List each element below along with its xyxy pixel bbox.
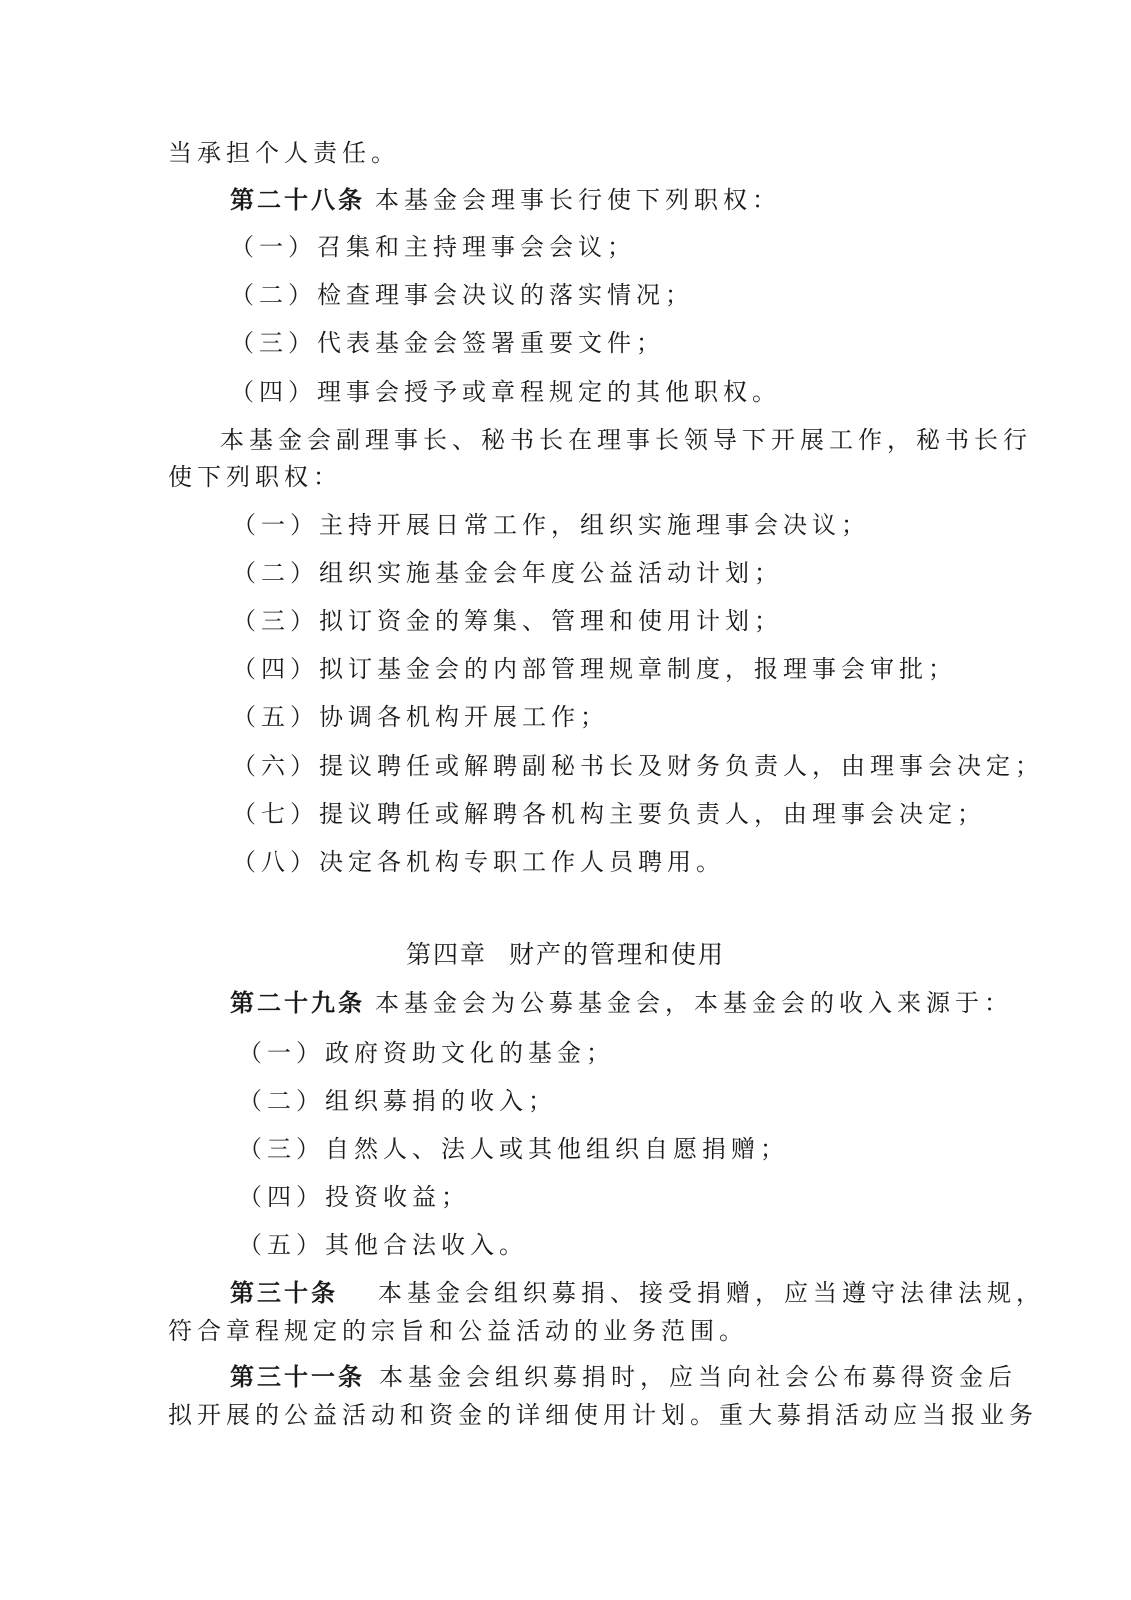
paragraph-line: 当承担个人责任。 bbox=[168, 139, 400, 167]
article-29 bbox=[230, 988, 1013, 1018]
article-label: 第三十一条 bbox=[230, 1363, 365, 1391]
list-item: （二）检查理事会决议的落实情况； bbox=[230, 281, 694, 309]
article-label: 第二十八条 bbox=[230, 186, 365, 214]
list-item: （四）理事会授予或章程规定的其他职权。 bbox=[230, 378, 781, 406]
list-item: （七）提议聘任或解聘各机构主要负责人，由理事会决定； bbox=[232, 800, 986, 828]
article-text: 本基金会理事长行使下列职权： bbox=[375, 186, 781, 214]
article-label: 第三十条 bbox=[230, 1279, 338, 1307]
list-item: （六）提议聘任或解聘副秘书长及财务负责人，由理事会决定； bbox=[232, 752, 1044, 780]
list-item: （一）政府资助文化的基金； bbox=[238, 1039, 615, 1067]
paragraph-line: 本基金会副理事长、秘书长在理事长领导下开展工作，秘书长行 bbox=[220, 426, 1032, 454]
list-item: （八）决定各机构专职工作人员聘用。 bbox=[232, 848, 725, 876]
article-31 bbox=[230, 1362, 1017, 1392]
article-text: 本基金会为公募基金会，本基金会的收入来源于： bbox=[375, 989, 1013, 1017]
chapter-number: 第四章 bbox=[405, 940, 487, 969]
list-item: （三）自然人、法人或其他组织自愿捐赠； bbox=[238, 1135, 789, 1163]
article-text: 本基金会组织募捐时，应当向社会公布募得资金后 bbox=[379, 1363, 1017, 1391]
list-item: （四）投资收益； bbox=[238, 1183, 470, 1211]
list-item: （二）组织募捐的收入； bbox=[238, 1087, 557, 1115]
article-label: 第二十九条 bbox=[230, 989, 365, 1017]
article-30 bbox=[230, 1278, 1045, 1308]
paragraph-line: 使下列职权： bbox=[168, 463, 342, 491]
list-item: （三）代表基金会签署重要文件； bbox=[230, 329, 665, 357]
article-text: 本基金会组织募捐、接受捐赠，应当遵守法律法规， bbox=[378, 1279, 1045, 1307]
chapter-title: 财产的管理和使用 bbox=[509, 940, 726, 969]
paragraph-line: 符合章程规定的宗旨和公益活动的业务范围。 bbox=[168, 1317, 748, 1345]
paragraph-line: 拟开展的公益活动和资金的详细使用计划。重大募捐活动应当报业务 bbox=[168, 1401, 1038, 1429]
list-item: （四）拟订基金会的内部管理规章制度，报理事会审批； bbox=[232, 655, 957, 683]
chapter-heading bbox=[0, 940, 1131, 970]
list-item: （一）召集和主持理事会会议； bbox=[230, 233, 636, 261]
article-28 bbox=[230, 185, 781, 215]
list-item: （五）其他合法收入。 bbox=[238, 1231, 528, 1259]
list-item: （三）拟订资金的筹集、管理和使用计划； bbox=[232, 607, 783, 635]
list-item: （一）主持开展日常工作，组织实施理事会决议； bbox=[232, 511, 870, 539]
list-item: （二）组织实施基金会年度公益活动计划； bbox=[232, 559, 783, 587]
list-item: （五）协调各机构开展工作； bbox=[232, 703, 609, 731]
